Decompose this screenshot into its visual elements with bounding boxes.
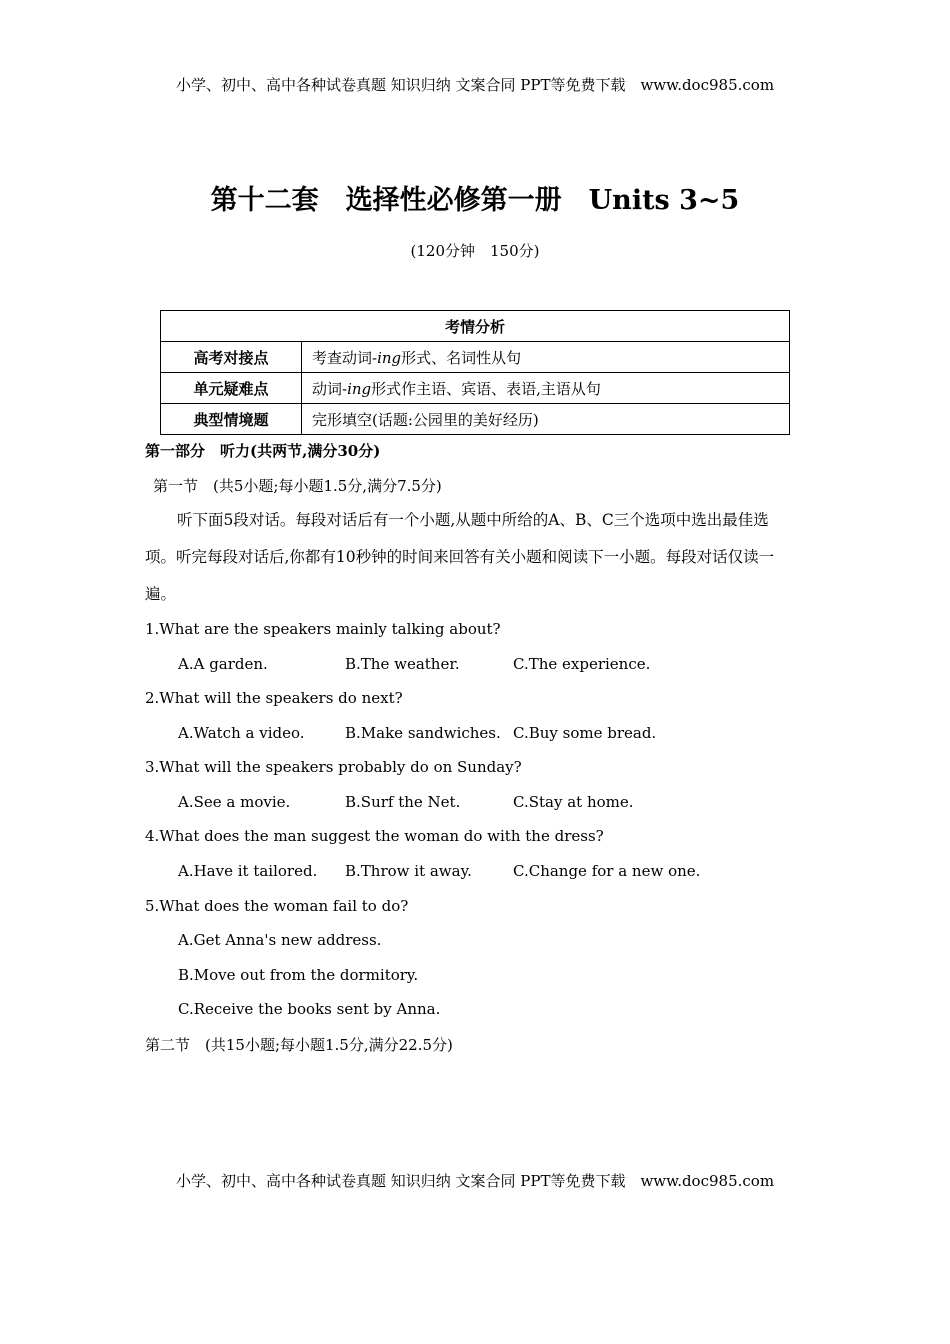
- question-3: 3.What will the speakers probably do on Sunday?: [145, 758, 522, 776]
- table-header-row: [161, 311, 790, 342]
- part-one-heading: 第一部分 听力(共两节,满分30分): [145, 442, 381, 460]
- option-3c: C.Stay at home.: [513, 793, 634, 811]
- option-3a: A.See a movie.: [178, 793, 291, 811]
- question-4: 4.What does the man suggest the woman do with the dress?: [145, 827, 604, 845]
- table-row: [161, 404, 790, 435]
- question-2: 2.What will the speakers do next?: [145, 689, 403, 707]
- option-4c: C.Change for a new one.: [513, 862, 701, 880]
- section-two-heading: 第二节 (共15小题;每小题1.5分,满分22.5分): [145, 1036, 453, 1054]
- question-1: 1.What are the speakers mainly talking about?: [145, 620, 501, 638]
- row-value: 完形填空(话题:公园里的美好经历): [302, 404, 790, 435]
- option-4a: A.Have it tailored.: [178, 862, 318, 880]
- option-5b: B.Move out from the dormitory.: [178, 966, 419, 984]
- option-1b: B.The weather.: [345, 655, 460, 673]
- option-2b: B.Make sandwiches.: [345, 724, 501, 742]
- section-one-heading: 第一节 (共5小题;每小题1.5分,满分7.5分): [153, 477, 442, 495]
- question-5: 5.What does the woman fail to do?: [145, 897, 409, 915]
- instructions: 听下面5段对话。每段对话后有一个小题,从题中所给的A、B、C三个选项中选出最佳选项。听完每段对话后,你都有10秒钟的时间来回答有关小题和阅读下一小题。每段对话仅读一遍。: [145, 511, 775, 603]
- row-value: 考查动词-ing形式、名词性从句: [302, 342, 790, 373]
- row-key: 典型情境题: [161, 404, 302, 435]
- option-2c: C.Buy some bread.: [513, 724, 657, 742]
- table-row: [161, 342, 790, 373]
- table-row: [161, 373, 790, 404]
- option-5c: C.Receive the books sent by Anna.: [178, 1000, 441, 1018]
- table-heading: 考情分析: [161, 311, 790, 342]
- time-score: (120分钟 150分): [410, 242, 540, 260]
- page-title: 第十二套 选择性必修第一册 Units 3~5: [210, 185, 740, 216]
- option-1c: C.The experience.: [513, 655, 651, 673]
- analysis-table: [160, 310, 790, 435]
- option-2a: A.Watch a video.: [178, 724, 305, 742]
- row-key: 高考对接点: [161, 342, 302, 373]
- option-3b: B.Surf the Net.: [345, 793, 461, 811]
- row-value: 动词-ing形式作主语、宾语、表语,主语从句: [302, 373, 790, 404]
- option-5a: A.Get Anna's new address.: [178, 931, 382, 949]
- row-key: 单元疑难点: [161, 373, 302, 404]
- option-1a: A.A garden.: [178, 655, 268, 673]
- option-4b: B.Throw it away.: [345, 862, 472, 880]
- page-header: 小学、初中、高中各种试卷真题 知识归纳 文案合同 PPT等免费下载 www.doc985.com: [175, 76, 775, 94]
- page-footer: 小学、初中、高中各种试卷真题 知识归纳 文案合同 PPT等免费下载 www.doc985.com: [175, 1172, 775, 1190]
